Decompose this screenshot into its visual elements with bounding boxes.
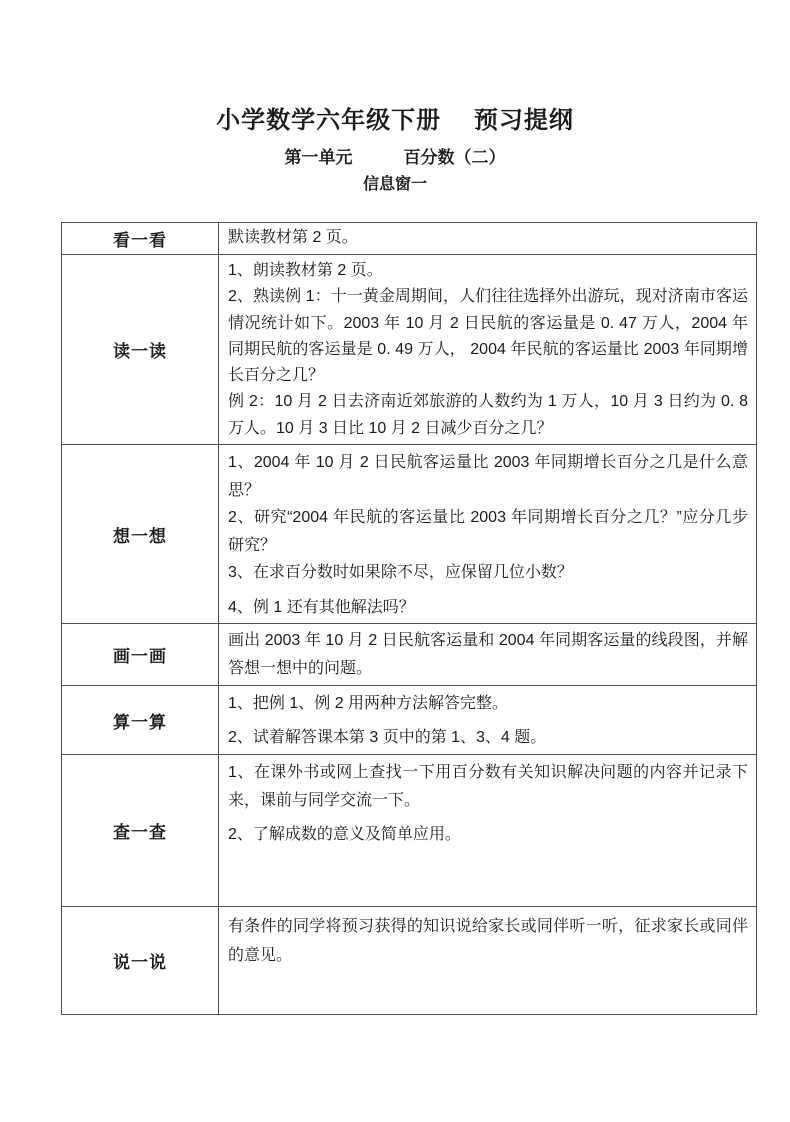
table-row-suanyisuan (62, 686, 757, 755)
content-paragraph: 1、2004 年 10 月 2 日民航客运量比 2003 年同期增长百分之几是什么意思？ (228, 454, 748, 499)
content-paragraph: 4、例 1 还有其他解法吗？ (228, 598, 415, 616)
preview-outline-table (61, 222, 757, 1015)
content-paragraph: 例 2：10 月 2 日去济南近郊旅游的人数约为 1 万人，10 月 3 日约为 0. 8 万人。10 月 3 日比 10 月 2 日减少百分之几？ (228, 393, 748, 437)
row-content (219, 624, 757, 686)
content-paragraph: 默读教材第 2 页。 (228, 229, 358, 246)
content-paragraph: 2、研究“2004 年民航的客运量比 2003 年同期增长百分之几？”应分几步研究？ (228, 509, 748, 554)
row-content (219, 445, 757, 624)
table-row-xiangyixiang (62, 445, 757, 624)
page-title: 小学数学六年级下册 预习提纲 (216, 107, 574, 134)
table-row-huayihua (62, 624, 757, 686)
info-window-subtitle: 信息窗一 (362, 176, 427, 193)
row-content (219, 755, 757, 907)
row-label: 画一画 (62, 624, 219, 686)
content-paragraph: 1、把例 1、例 2 用两种方法解答完整。 (228, 695, 509, 713)
content-paragraph: 1、在课外书或网上查找一下用百分数有关知识解决问题的内容并记录下来，课前与同学交流一下。 (228, 764, 748, 810)
row-content (219, 686, 757, 755)
table-row-chayicha (62, 755, 757, 907)
content-paragraph: 2、了解成数的意义及简单应用。 (228, 826, 461, 844)
content-paragraph: 有条件的同学将预习获得的知识说给家长或同伴听一听，征求家长或同伴的意见。 (228, 918, 748, 965)
document-header (0, 0, 790, 196)
row-label: 看一看 (62, 223, 219, 255)
row-content (219, 907, 757, 1015)
content-paragraph: 2、试着解答课本第 3 页中的第 1、3、4 题。 (228, 729, 547, 747)
content-paragraph: 画出 2003 年 10 月 2 日民航客运量和 2004 年同期客运量的线段图，并解答想一想中的问题。 (228, 632, 748, 678)
row-label: 算一算 (62, 686, 219, 755)
row-content (219, 223, 757, 255)
content-paragraph: 1、朗读教材第 2 页。 (228, 262, 383, 279)
content-paragraph: 3、在求百分数时如果除不尽，应保留几位小数？ (228, 564, 573, 582)
row-label: 想一想 (62, 445, 219, 624)
table-row-kanyikan (62, 223, 757, 255)
row-label: 说一说 (62, 907, 219, 1015)
row-label: 读一读 (62, 255, 219, 445)
row-content (219, 255, 757, 445)
row-label: 查一查 (62, 755, 219, 907)
unit-subtitle: 第一单元 百分数（二） (284, 148, 506, 167)
table-row-shuoyishuo (62, 907, 757, 1015)
table-row-duyidu (62, 255, 757, 445)
content-paragraph: 2、熟读例 1：十一黄金周期间，人们往往选择外出游玩，现对济南市客运情况统计如下。2003 年 10 月 2 日民航的客运量是 0. 47 万人，2004 年同期民航的客运量是 0. 49 万人， 2004 年民航的客运量比 2003 年同期增长百分之几？ (228, 288, 748, 385)
